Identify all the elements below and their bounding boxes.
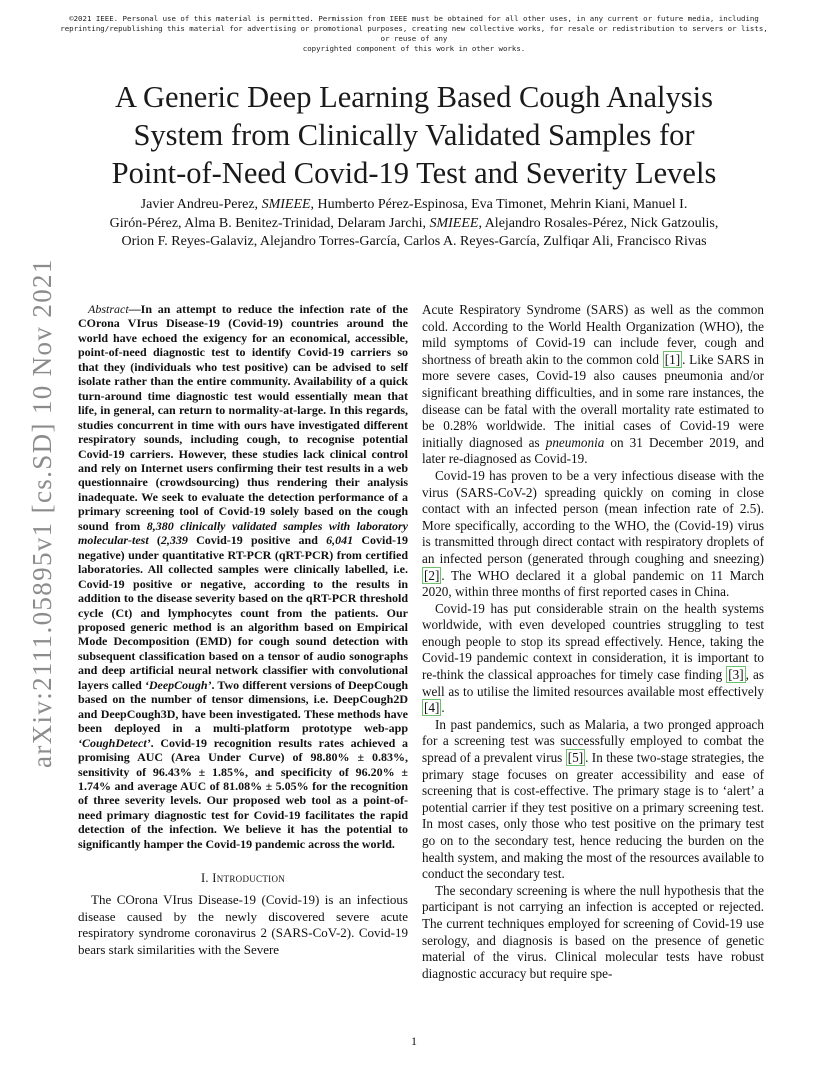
- member-grade: SMIEEE: [429, 215, 479, 231]
- title-line-2: System from Clinically Validated Samples for: [133, 118, 695, 152]
- author-text: , Humberto Pérez-Espinosa, Eva Timonet, Mehrin Kiani, Manuel I.: [310, 197, 688, 212]
- citation-link[interactable]: [1]: [664, 351, 681, 367]
- right-column: [422, 302, 764, 982]
- paragraph-1: [422, 302, 764, 468]
- copyright-notice: ©2021 IEEE. Personal use of this material is permitted. Permission from IEEE must be obtained for all other uses, in any current or future media, including reprinting/republishing this material for advertising or promotional purposes, creating new collective works, for resale or redistribution to servers or lists, or reuse of any copyrighted component of this work in other works.: [60, 14, 768, 53]
- abstract-text: (: [148, 533, 161, 548]
- paragraph-5: The secondary screening is where the null hypothesis that the participant is not carrying an infection is accepted or rejected. The current techniques employed for screening of Covid-19 use serology, and diagnosis is based on the presence of genetic material of the virus. Clinical molecular tests have robust diagnostic accuracy but require spe-: [422, 882, 764, 981]
- paragraph-text: Acute Respiratory Syndrome (SARS) as well as the common cold. According to the World Health Organization (WHO), the mild symptoms of Covid-19 can include fever, cough and shortness of breath akin to the common cold: [422, 302, 764, 367]
- abstract-emph: 2,339: [160, 533, 188, 548]
- author-text: Girón-Pérez, Alma B. Benitez-Trinidad, Delaram Jarchi,: [109, 215, 430, 231]
- author-line-1: [60, 196, 768, 215]
- paragraph-text: . Like SARS in more severe cases, Covid-19 also causes pneumonia and/or significant breathing difficulties, and in some rare instances, the disease can be fatal with the overall mortality rate estimated to be 0.28% worldwide. The initial cases of Covid-19 were initially diagnosed as: [422, 351, 764, 450]
- paragraph-text: . In these two-stage strategies, the primary stage focuses on greater accessibility and ease of screening that is cost-effective. The primary stage is to ‘alert’ a potential carrier if they test positive on a primary screening test. In most cases, only those who test positive on the primary test go on to the secondary test, hence reducing the burden on the health system, and making the most of the resources available to conduct the secondary test.: [422, 750, 764, 882]
- abstract-text: Covid-19 positive and: [187, 533, 327, 548]
- author-text: Javier Andreu-Perez,: [140, 197, 262, 212]
- abstract-emph: ‘CoughDetect’: [78, 735, 151, 750]
- citation-link[interactable]: [5]: [567, 750, 584, 766]
- left-column: [78, 302, 408, 959]
- paragraph-text: , as well as to utilise the limited resources available most effectively: [422, 667, 764, 699]
- paragraph-emph: pneumonia: [545, 434, 605, 450]
- citation-link[interactable]: [4]: [424, 700, 440, 716]
- title-line-1: A Generic Deep Learning Based Cough Analysis: [115, 80, 713, 114]
- paragraph-text: Covid-19 has put considerable strain on the health systems worldwide, with even developed countries struggling to test enough people to stop its spread effectively. Hence, taking the Covid-19 pandemic context in consideration, it is important to re-think the classical approaches for timely case finding: [422, 600, 764, 683]
- paragraph-text: . The WHO declared it a global pandemic on 11 March 2020, within three months of first reported cases in China.: [422, 567, 764, 600]
- author-line-2: [60, 215, 768, 234]
- citation-link[interactable]: [2]: [424, 567, 440, 583]
- paper-title: [60, 78, 768, 192]
- author-line-3: Orion F. Reyes-Galaviz, Alejandro Torres-García, Carlos A. Reyes-García, Zulfiqar Ali, Francisco Rivas: [121, 234, 707, 249]
- abstract-label: Abstract: [88, 302, 129, 316]
- section-title: Introduction: [212, 871, 286, 886]
- abstract-text: . Covid-19 recognition results rates achieved a promising AUC (Area Under Curve) of 98.80% ± 0.83%, sensitivity of 96.43% ± 1.85%, and specificity of 96.20% ± 1.74% and average AUC of 81.08% ± 5.05% for the recognition of three severity levels. Our proposed web tool as a point-of-need primary diagnostic test for Covid-19 facilitates the rapid detection of the infection. We believe it has the potential to significantly hamper the Covid-19 pandemic across the world.: [78, 735, 408, 851]
- author-text: , Alejandro Rosales-Pérez, Nick Gatzoulis,: [478, 215, 719, 231]
- arxiv-stamp: arXiv:2111.05895v1 [cs.SD] 10 Nov 2021: [27, 258, 57, 768]
- abstract-emph: 8,380 clinically validated samples with laboratory molecular-test: [78, 518, 408, 548]
- section-numeral: I.: [200, 871, 213, 886]
- paragraph-2: [422, 468, 764, 601]
- abstract-emph: 6,041: [326, 533, 354, 548]
- intro-paragraph-1: The COrona VIrus Disease-19 (Covid-19) is an infectious disease caused by the newly discovered severe acute respiratory syndrome coronavirus 2 (SARS-CoV-2). Covid-19 bears stark similarities with the Severe: [78, 892, 408, 957]
- abstract-text: Covid-19 negative) under quantitative RT-PCR (qRT-PCR) from certified laboratories. All collected samples were clinically labelled, i.e. Covid-19 positive or negative, according to the results in addition to the disease severity based on the qRT-PCR threshold cycle (Ct) and lymphocytes count from the patients. Our proposed generic method is an algorithm based on Empirical Mode Decomposition (EMD) for cough sound detection with subsequent classification based on a tensor of audio sonographs and deep artificial neural network classifier with convolutional layers called: [78, 533, 408, 692]
- citation-link[interactable]: [3]: [728, 667, 744, 683]
- abstract: [78, 302, 408, 851]
- paragraph-text: on 31 December 2019, and later re-diagnosed as Covid-19.: [422, 434, 764, 467]
- paragraph-text: Covid-19 has proven to be a very infectious disease with the virus (SARS-CoV-2) spreading quickly on coming in close contact with an infected person (mean infection rate of 2.5). More specifically, according to the WHO, the (Covid-19) virus is transmitted through direct contact with respiratory droplets of an infected person (generated through coughing and sneezing): [422, 467, 764, 566]
- paragraph-3: [422, 601, 764, 717]
- abstract-emph: ‘DeepCough’: [144, 677, 212, 692]
- abstract-dash: —: [128, 302, 141, 316]
- abstract-text: In an attempt to reduce the infection rate of the COrona VIrus Disease-19 (Covid-19) countries around the world have echoed the exigency for an economical, accessible, point-of-need diagnostic test to identify Covid-19 carriers so that they (individuals who test positive) can be advised to self isolate rather than the entire community. Availability of a quick turn-around time diagnostic test would essentially mean that life, in general, can return to normality-at-large. In this regards, studies concurrent in time with ours have investigated different respiratory sounds, including cough, to recognise potential Covid-19 carriers. However, these studies lack clinical control and rely on Internet users confirming their test results in a web questionnaire (crowdsourcing) thus rendering their analysis inadequate. We seek to evaluate the detection performance of a primary screening tool of Covid-19 solely based on the cough sound from: [78, 302, 408, 533]
- title-line-3: Point-of-Need Covid-19 Test and Severity Levels: [111, 156, 717, 190]
- page-number: 1: [411, 1034, 417, 1048]
- author-list: [60, 196, 768, 252]
- paragraph-text: In past pandemics, such as Malaria, a two pronged approach for a screening test was successfully employed to combat the spread of a prevalent virus: [422, 716, 764, 766]
- member-grade: SMIEEE: [261, 197, 311, 212]
- paragraph-text: .: [441, 700, 445, 716]
- section-heading-introduction: [78, 871, 408, 886]
- abstract-text: . Two different versions of DeepCough based on the number of tensor dimensions, i.e. DeepCough2D and DeepCough3D, have been investigated. These methods have been deployed in a multi-platform prototype web-app: [78, 677, 408, 736]
- paragraph-4: [422, 717, 764, 883]
